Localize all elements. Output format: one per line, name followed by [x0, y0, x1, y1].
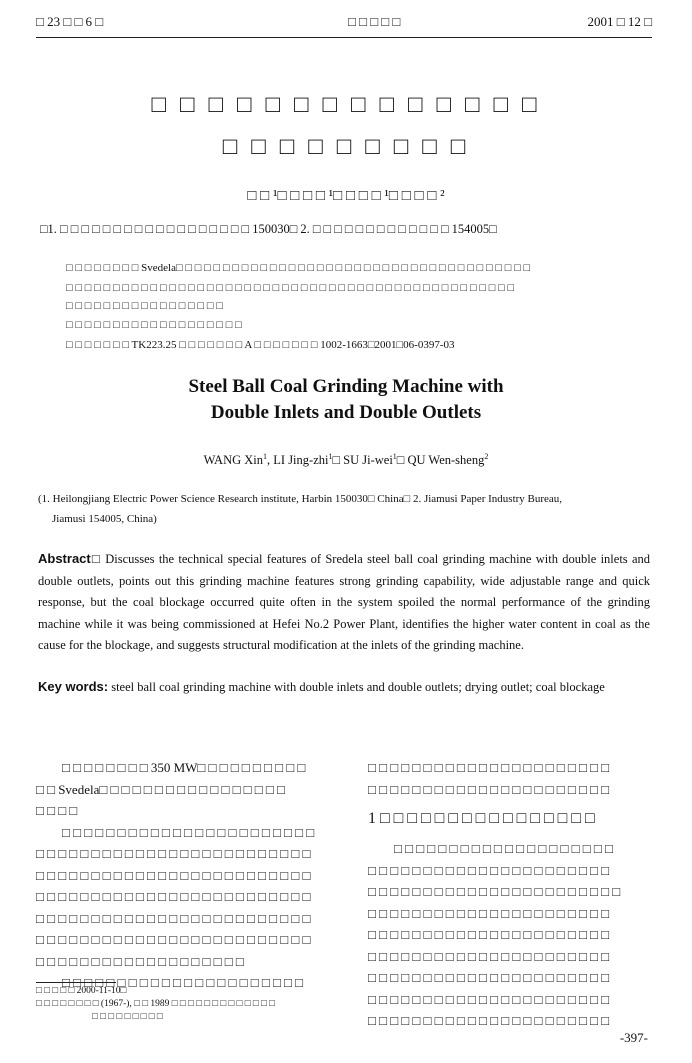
body-line: □ □ □ □ □ □ □ □ □ □ □ □ □ □ □ □ □ □ □ □ □ □ □	[368, 884, 621, 899]
chinese-title-line-1: □ □ □ □ □ □ □ □ □ □ □ □ □ □	[151, 92, 541, 118]
english-abstract	[38, 548, 650, 657]
author-affil-sup: 1	[328, 452, 333, 461]
body-line: □ □ □ □ □ □ □ □ □ □ □ □ □ □ □ □ □ □ □ □ □ □ □ □ □	[36, 846, 311, 861]
footnote	[36, 985, 275, 1024]
footnote-received-date: □ □ □ □ □ 2000-11-10□	[36, 986, 127, 996]
body-line: □ □ □ □ □ □ □ □ □ □ □ □ □ □ □ □ □ □ □ □ □ □	[368, 781, 609, 797]
author-name: □ SU Ji-wei	[332, 453, 393, 468]
footnote-rule	[36, 982, 116, 983]
english-affiliations	[38, 489, 650, 529]
header-journal-name: □ □ □ □ □	[348, 14, 401, 29]
classification-line: □ □ □ □ □ □ □ TK223.25 □ □ □ □ □ □ □ A □ □ □ □ □ □ □ 1002-1663□2001□06-0397-03	[66, 339, 455, 351]
chinese-affiliations: □1. □ □ □ □ □ □ □ □ □ □ □ □ □ □ □ □ □ □ 150030□ 2. □ □ □ □ □ □ □ □ □ □ □ □ □ 154005□	[40, 222, 497, 236]
body-line: □ □ □ □ □ □ □ □ □ □ □ □ □ □ □ □ □ □ □ □ □ □	[368, 948, 609, 964]
body-line: □ □ □ □ □ □ □ □ □ □ □ □ □ □ □ □ □ □ □ □ □ □ □ □ □	[36, 889, 311, 904]
body-line: □ □ □ □ □ □ □ □ □ □ □ □ □ □ □ □ □ □ □	[36, 953, 244, 969]
author-affil-sup: 1	[392, 452, 397, 461]
affiliation-line-1: (1. Heilongjiang Electric Power Science Research institute, Harbin 150030□ China□ 2. Jiamusi Paper Industry Bureau,	[38, 493, 563, 505]
body-column-right	[368, 757, 656, 1032]
chinese-title-line-2: □ □ □ □ □ □ □ □ □	[222, 134, 470, 160]
author-affil-sup: 1	[263, 452, 268, 461]
chinese-keywords-line: □ □ □ □ □ □ □ □ □ □ □ □ □ □ □ □ □ □ □	[66, 319, 242, 331]
author-name: WANG Xin	[203, 453, 264, 468]
body-line: □ □ □ □ □ □ □ □ □ □ □ □ □ □ □ □ □ □ □ □ □ □	[368, 760, 609, 775]
body-line: □ □ □ □ □ □ □ □ □ □ □ □ □ □ □ □ □ □ □ □ □ □	[368, 862, 609, 878]
header-volume-issue: □ 23 □ □ 6 □	[36, 14, 104, 29]
body-line: □ □ Svedela□ □ □ □ □ □ □ □ □ □ □ □ □ □ □ □ □	[36, 781, 285, 797]
abstract-label: Abstract□	[38, 551, 101, 566]
chinese-abstract-line: □ □ □ □ □ □ □ □ □ □ □ □ □ □ □ □ □	[66, 300, 223, 312]
author-name: □ QU Wen-sheng	[396, 453, 485, 468]
header-date: 2001 □ 12 □	[587, 14, 652, 29]
body-line: □ □ □ □ □ □ □ □ 350 MW□ □ □ □ □ □ □ □ □ □	[62, 760, 306, 775]
body-line: □ □ □ □ □ □ □ □ □ □ □ □ □ □ □ □ □ □ □ □	[394, 841, 613, 856]
page-number: -397-	[619, 1030, 648, 1045]
body-line: □ □ □ □ □ □ □ □ □ □ □ □ □ □ □ □ □ □ □ □ □ □	[368, 927, 609, 942]
author-name: , LI Jing-zhi	[267, 453, 329, 468]
english-title-line-1: Steel Ball Coal Grinding Machine with	[188, 376, 504, 397]
affiliation-line-2: Jiamusi 154005, China)	[52, 513, 157, 525]
footnote-author-bio: □ □ □ □ □ □ □ □ (1967-), □ □ 1989 □ □ □ □ □ □ □ □ □ □ □ □ □	[36, 999, 275, 1009]
footnote-author-bio-cont: □ □ □ □ □ □ □ □ □	[92, 1012, 163, 1022]
body-line: □ □ □ □ □ □ □ □ □ □ □ □ □ □ □ □ □ □ □ □ □ □	[62, 975, 303, 990]
body-line: □ □ □ □ □ □ □ □ □ □ □ □ □ □ □ □ □ □ □ □ □ □	[368, 970, 609, 985]
chinese-abstract-line: □ □ □ □ □ □ □ □ Svedela□ □ □ □ □ □ □ □ □ □ □ □ □ □ □ □ □ □ □ □ □ □ □ □ □ □ □ □ □ □ □ □ □ □ □ □ □ □	[66, 262, 531, 274]
keywords-label: Key words:	[38, 679, 109, 694]
body-line: □ □ □ □ □ □ □ □ □ □ □ □ □ □ □ □ □ □ □ □ □ □	[368, 905, 609, 921]
running-header	[36, 14, 652, 36]
keywords-text: steel ball coal grinding machine with double inlets and double outlets; drying outlet; coal blockage	[108, 680, 605, 694]
body-line: □ □ □ □ □ □ □ □ □ □ □ □ □ □ □ □ □ □ □ □ □ □	[368, 991, 609, 1007]
body-line: □ □ □ □	[36, 803, 78, 818]
english-title-line-2: Double Inlets and Double Outlets	[210, 402, 482, 423]
body-line: □ □ □ □ □ □ □ □ □ □ □ □ □ □ □ □ □ □ □ □ □ □	[368, 1013, 609, 1028]
body-line: □ □ □ □ □ □ □ □ □ □ □ □ □ □ □ □ □ □ □ □ □ □ □	[62, 824, 315, 840]
english-authors	[0, 452, 692, 468]
body-line: □ □ □ □ □ □ □ □ □ □ □ □ □ □ □ □ □ □ □ □ □ □ □ □ □	[36, 867, 311, 883]
header-rule	[36, 37, 652, 38]
chinese-abstract-line: □ □ □ □ □ □ □ □ □ □ □ □ □ □ □ □ □ □ □ □ □ □ □ □ □ □ □ □ □ □ □ □ □ □ □ □ □ □ □ □ □ □ □ □ □ □ □ □	[66, 282, 515, 294]
body-column-left	[36, 757, 342, 994]
chinese-authors: □ □ ¹□ □ □ □ ¹□ □ □ □ ¹□ □ □ □ ²	[247, 188, 445, 204]
english-keywords	[38, 676, 650, 698]
section-heading: 1 □ □ □ □ □ □ □ □ □ □ □ □ □ □ □ □	[368, 810, 595, 827]
author-affil-sup: 2	[484, 452, 489, 461]
body-line: □ □ □ □ □ □ □ □ □ □ □ □ □ □ □ □ □ □ □ □ □ □ □ □ □	[36, 910, 311, 926]
abstract-text: Discusses the technical special features of Sredela steel ball coal grinding machine with double inlets and double outlets, points out this grinding machine features strong grinding capability, wide adjustable range and quick response, but the coal blockage occurred quite often in the system spoiled the normal performance of the grinding machine while it was being commissioned at Hefei No.2 Power Plant, identifies the higher water content in coal as the cause for the blockage, and suggests structural modification at the inlets of the grinding machine.	[38, 552, 651, 652]
body-line: □ □ □ □ □ □ □ □ □ □ □ □ □ □ □ □ □ □ □ □ □ □ □ □ □	[36, 932, 311, 947]
